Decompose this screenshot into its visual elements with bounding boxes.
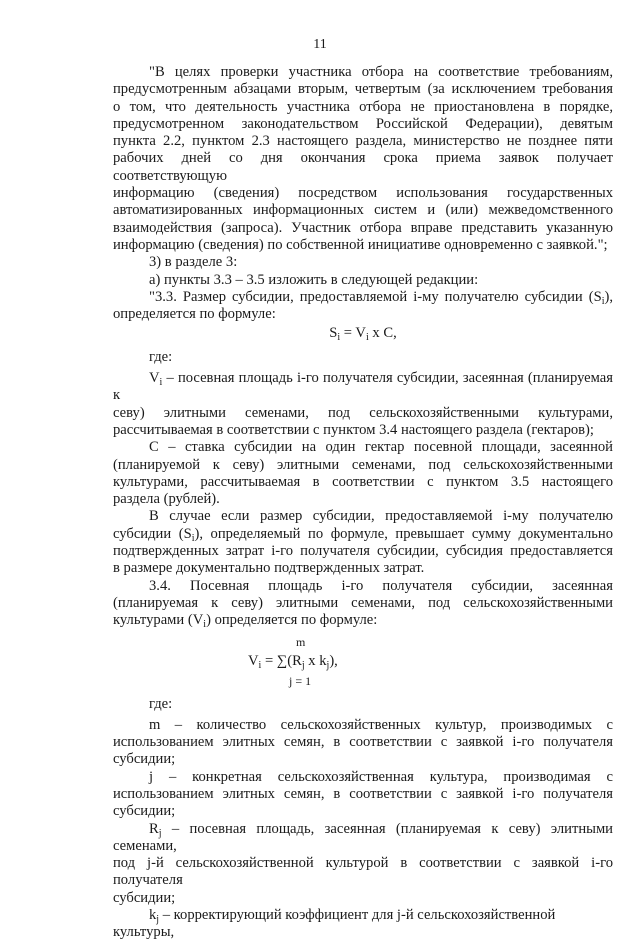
page-number: 11 <box>313 37 327 52</box>
formula-symbol: = <box>261 652 277 669</box>
sum-upper-limit: m <box>296 634 306 649</box>
text-line: субсидии; <box>113 803 176 820</box>
clause-3-4 <box>113 578 613 630</box>
text-span: субсидии (S <box>113 525 192 542</box>
clause-3-3-line <box>113 289 613 306</box>
text-line: информацию (сведения) посредством использования государственных <box>113 185 613 202</box>
text-line: рассчитываемая в соответствии с пунктом 3.4 настоящего раздела (гектаров); <box>113 421 594 438</box>
text-line: рабочих дней со дня окончания срока приема заявок получает соответствующую <box>113 150 613 184</box>
subscript: j <box>326 659 330 671</box>
definition-c <box>113 439 613 508</box>
formula-symbol: x C, <box>368 325 397 342</box>
text-line: (планируемая к севу) элитными семенами, под сельскохозяйственными <box>113 594 613 611</box>
subscript: i <box>191 532 195 544</box>
subscript: i <box>258 659 262 671</box>
text-line <box>113 370 613 405</box>
formula-symbol: = V <box>340 325 366 342</box>
text-line <box>113 821 613 856</box>
text-line: информацию (сведения) по собственной инициативе одновременно с заявкой."; <box>113 236 608 253</box>
text-span: – корректирующий коэффициент для j-й сельскохозяйственной культуры, <box>113 907 556 941</box>
formula-symbol: V <box>248 652 259 669</box>
subscript: i <box>601 295 605 307</box>
definition-m <box>113 717 613 769</box>
text-span: – посевная площадь i-го получателя субсидии, засеянная (планируемая к <box>113 370 613 404</box>
formula-area <box>113 634 613 690</box>
text-span: V <box>149 370 160 387</box>
subscript: j <box>301 659 305 671</box>
text-line: использованием элитных семян, в соответствии с заявкой i-го получателя <box>113 785 613 802</box>
definition-r <box>113 821 613 907</box>
sum-sign: ∑ <box>276 652 288 669</box>
text-line: 3.4. Посевная площадь i-го получателя субсидии, засеянная <box>149 577 613 594</box>
subscript: i <box>159 377 163 389</box>
text-line: (планируемой к севу) элитными семенами, под сельскохозяйственными <box>113 456 613 473</box>
sum-lower-limit: j = 1 <box>289 673 312 688</box>
text-line: культурами, рассчитываемая в соответствии с пунктом 3.5 настоящего <box>113 473 613 490</box>
item-a-heading: а) пункты 3.3 – 3.5 изложить в следующей редакции: <box>149 271 479 288</box>
text-line: m – количество сельскохозяйственных культур, производимых с <box>149 716 613 733</box>
definition-v <box>113 370 613 439</box>
subscript: j <box>156 914 160 926</box>
formula-symbol: x k <box>304 652 327 669</box>
text-line: в размере документально подтвержденных затрат. <box>113 560 425 577</box>
text-line: "В целях проверки участника отбора на соответствие требованиям, <box>149 64 613 80</box>
text-line: использованием элитных семян, в соответствии с заявкой i-го получателя <box>113 734 613 751</box>
text-line: предусмотренном законодательством Российской Федерации), девятым <box>113 115 613 132</box>
text-line: автоматизированных информационных систем и (или) межведомственного <box>113 202 613 219</box>
item-3-heading: 3) в разделе 3: <box>149 254 238 271</box>
text-line <box>113 612 613 629</box>
text-line: субсидии; <box>113 889 176 906</box>
subscript: i <box>365 332 369 344</box>
formula-symbol: S <box>329 325 338 342</box>
subscript: i <box>203 619 207 631</box>
text-line: субсидии; <box>113 751 176 768</box>
text-line: определяется по формуле: <box>113 306 276 323</box>
text-line: о том, что деятельность участника отбора не приостановлена в порядке, <box>113 98 613 115</box>
text-line: под j-й сельскохозяйственной культурой в соответствии с заявкой i-го получателя <box>113 855 613 889</box>
formula-symbol: ), <box>329 652 338 669</box>
subscript: j <box>158 827 162 839</box>
paragraph-case <box>113 508 613 577</box>
text-span: ), <box>604 288 613 305</box>
subscript: i <box>337 332 341 344</box>
text-span: "3.3. Размер субсидии, предоставляемой i-му получателю субсидии (S <box>149 288 602 305</box>
paragraph-verification <box>113 64 613 254</box>
definition-j <box>113 769 613 821</box>
formula-lhs <box>248 653 338 670</box>
text-line: предусмотренным абзацами вторым, четвертым (за исключением требования <box>113 81 613 98</box>
text-span: ), определяемый по формуле, превышает сумму документально <box>194 525 613 542</box>
text-line <box>113 526 613 543</box>
text-span: культурами (V <box>113 612 204 629</box>
text-span: k <box>149 907 157 924</box>
where-label: где: <box>149 695 173 712</box>
text-line: j – конкретная сельскохозяйственная культура, производимая с <box>149 768 613 785</box>
text-line: севу) элитными семенами, под сельскохозяйственными культурами, <box>113 404 613 421</box>
formula-subsidy <box>113 325 613 342</box>
text-span: ) определяется по формуле: <box>206 612 378 629</box>
text-line: взаимодействия (запроса). Участник отбора вправе представить указанную <box>113 219 613 236</box>
where-label: где: <box>149 348 173 365</box>
text-line: пункта 2.2, пунктом 2.3 настоящего раздела, министерство не позднее пяти <box>113 133 613 150</box>
formula-symbol: (R <box>287 652 302 669</box>
text-line <box>113 907 613 942</box>
text-line: раздела (рублей). <box>113 491 220 508</box>
document-body <box>113 64 613 942</box>
text-span: – посевная площадь, засеянная (планируемая к севу) элитными семенами, <box>113 820 613 854</box>
text-span: R <box>149 820 159 837</box>
text-line: В случае если размер субсидии, предоставляемой i-му получателю <box>149 508 613 525</box>
text-line: подтвержденных затрат i-го получателя субсидии, субсидия предоставляется <box>113 543 613 560</box>
text-line: С – ставка субсидии на один гектар посевной площади, засеянной <box>149 439 613 456</box>
definition-k <box>113 907 613 942</box>
